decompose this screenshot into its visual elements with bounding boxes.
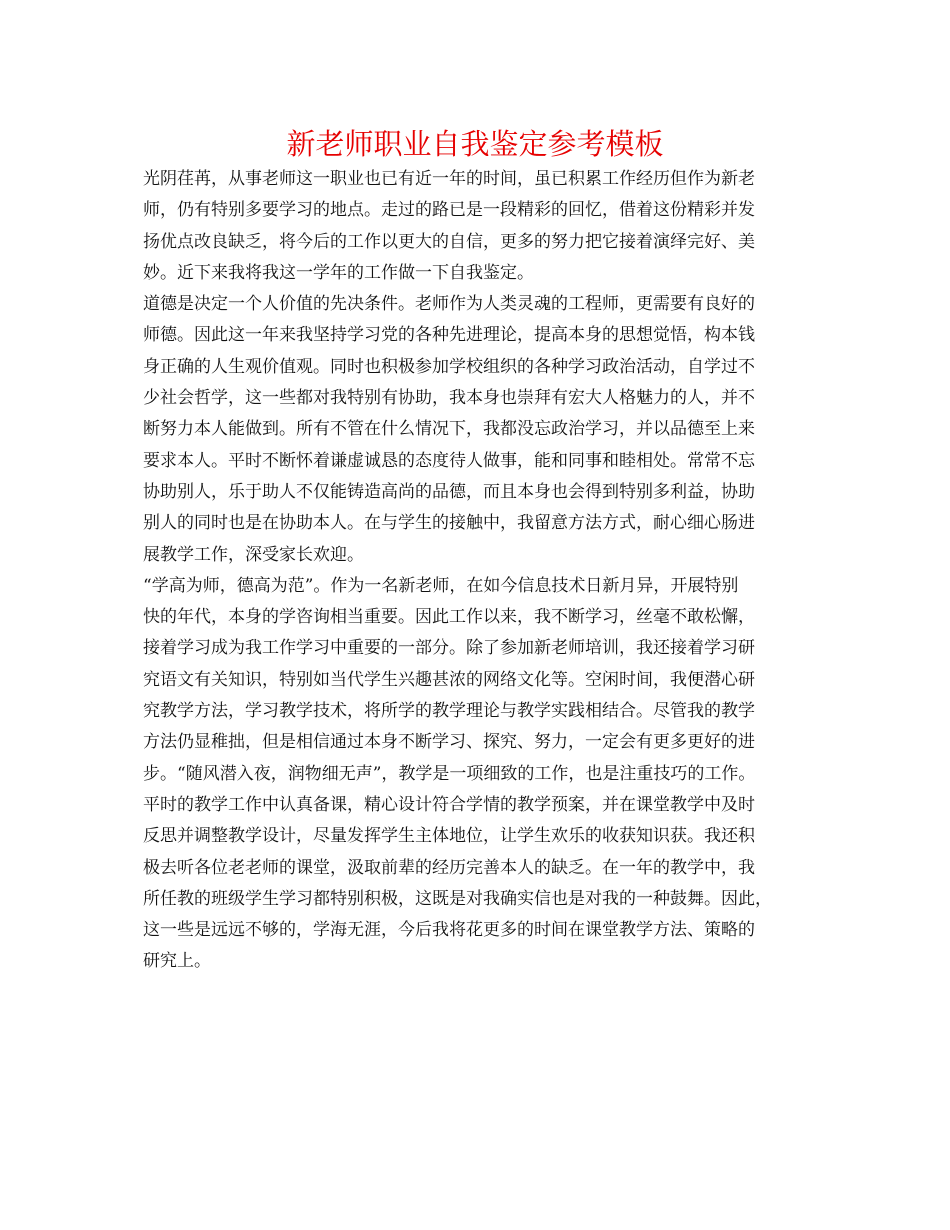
text-line: 妙。近下来我将我这一学年的工作做一下自我鉴定。 bbox=[143, 262, 534, 283]
text-line: 展教学工作，深受家长欢迎。 bbox=[143, 544, 364, 565]
text-line: 身正确的人生观价值观。同时也积极参加学校组织的各种学习政治活动，自学过不 bbox=[143, 356, 755, 377]
text-line: 协助别人，乐于助人不仅能铸造高尚的品德，而且本身也会得到特别多利益，协助 bbox=[143, 481, 755, 502]
text-line: 所任教的班级学生学习都特别积极，这既是对我确实信也是对我的一种鼓舞。因此， bbox=[143, 888, 772, 909]
text-line: 光阴荏苒，从事老师这一职业也已有近一年的时间，虽已积累工作经历但作为新老 bbox=[143, 169, 755, 189]
text-line: 快的年代，本身的学咨询相当重要。因此工作以来，我不断学习，丝毫不敢松懈， bbox=[143, 607, 755, 628]
text-line: 步。“随风潜入夜，润物细无声”，教学是一项细致的工作，也是注重技巧的工作。 bbox=[143, 763, 756, 784]
text-line: 反思并调整教学设计，尽量发挥学生主体地位，让学生欢乐的收获知识获。我还积 bbox=[143, 826, 755, 847]
text-line: 接着学习成为我工作学习中重要的一部分。除了参加新老师培训，我还接着学习研 bbox=[143, 638, 755, 659]
text-line: 扬优点改良缺乏，将今后的工作以更大的自信，更多的努力把它接着演绎完好、美 bbox=[143, 231, 755, 252]
text-line: 要求本人。平时不断怀着谦虚诚恳的态度待人做事，能和同事和睦相处。常常不忘 bbox=[143, 450, 755, 471]
text-line: 究语文有关知识，特别如当代学生兴趣甚浓的网络文化等。空闲时间，我便潜心研 bbox=[143, 669, 755, 690]
text-line: 少社会哲学，这一些都对我特别有协助，我本身也崇拜有宏大人格魅力的人，并不 bbox=[143, 388, 755, 409]
text-line: 师德。因此这一年来我坚持学习党的各种先进理论，提高本身的思想觉悟，构本钱 bbox=[143, 325, 755, 346]
text-line: 断努力本人能做到。所有不管在什么情况下，我都没忘政治学习，并以品德至上来 bbox=[143, 419, 755, 440]
text-line: 研究上。 bbox=[143, 951, 211, 972]
text-line: 方法仍显稚拙，但是相信通过本身不断学习、探究、努力，一定会有更多更好的进 bbox=[143, 732, 755, 753]
document-title: 新老师职业自我鉴定参考模板 bbox=[286, 127, 664, 161]
text-line: 道德是决定一个人价值的先决条件。老师作为人类灵魂的工程师，更需要有良好的 bbox=[143, 294, 755, 315]
text-line: 师，仍有特别多要学习的地点。走过的路已是一段精彩的回忆，借着这份精彩并发 bbox=[143, 200, 755, 221]
text-line: 平时的教学工作中认真备课，精心设计符合学情的教学预案，并在课堂教学中及时 bbox=[143, 794, 755, 815]
text-line: “学高为师，德高为范”。作为一名新老师，在如今信息技术日新月异，开展特别 bbox=[143, 575, 739, 596]
document-body bbox=[143, 164, 815, 978]
text-line: 别人的同时也是在协助本人。在与学生的接触中，我留意方法方式，耐心细心肠进 bbox=[143, 513, 755, 534]
text-line: 究教学方法，学习教学技术，将所学的教学理论与教学实践相结合。尽管我的教学 bbox=[143, 701, 755, 722]
text-line: 这一些是远远不够的，学海无涯，今后我将花更多的时间在课堂教学方法、策略的 bbox=[143, 920, 755, 941]
text-line: 极去听各位老老师的课堂，汲取前辈的经历完善本人的缺乏。在一年的教学中，我 bbox=[143, 857, 755, 878]
